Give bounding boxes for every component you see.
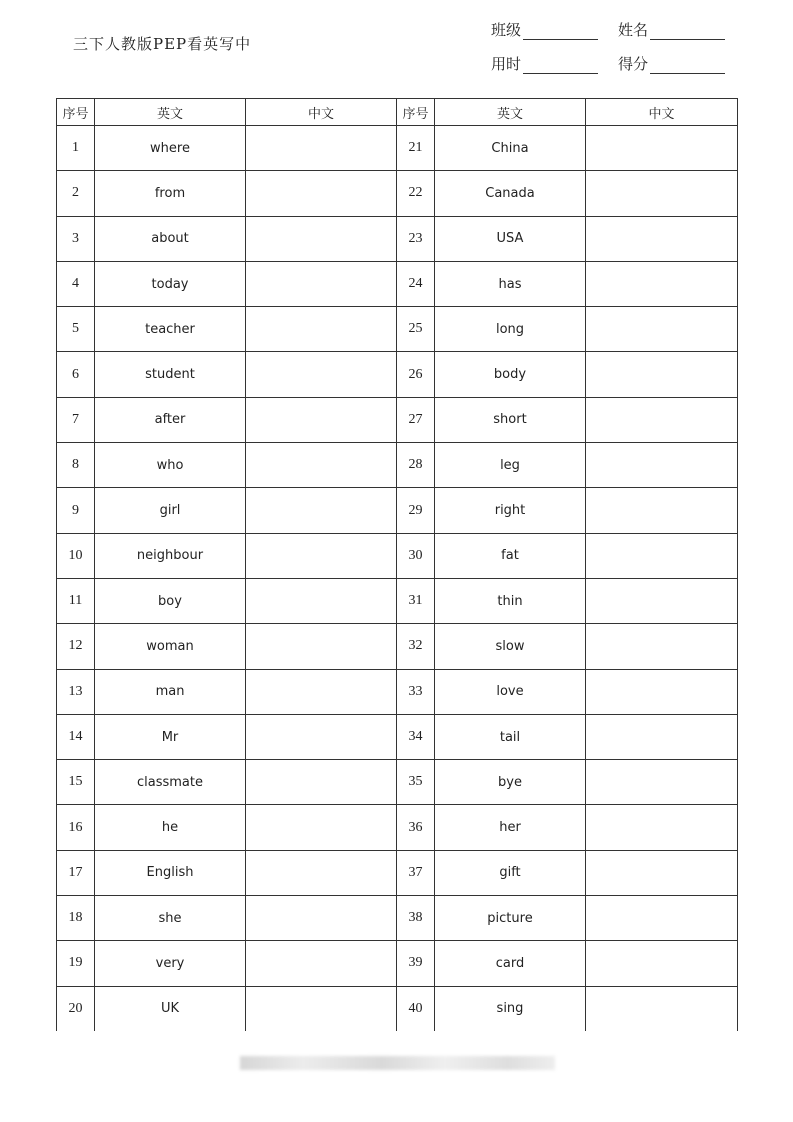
number-cell: 2 (57, 171, 95, 216)
score-field (618, 53, 725, 74)
table-header-row (57, 99, 738, 126)
chinese-answer-cell[interactable] (246, 307, 397, 352)
table-row (57, 941, 738, 986)
chinese-answer-cell[interactable] (586, 669, 738, 714)
chinese-answer-cell[interactable] (586, 307, 738, 352)
english-word-cell: right (435, 488, 586, 533)
class-field (491, 19, 598, 40)
header-chinese-right: 中文 (586, 99, 738, 126)
number-cell: 40 (397, 986, 435, 1031)
english-word-cell: where (95, 126, 246, 171)
english-word-cell: about (95, 216, 246, 261)
score-label: 得分 (618, 55, 649, 73)
chinese-answer-cell[interactable] (246, 896, 397, 941)
english-word-cell: from (95, 171, 246, 216)
english-word-cell: her (435, 805, 586, 850)
english-word-cell: love (435, 669, 586, 714)
vocab-table-body (57, 126, 738, 1031)
number-cell: 6 (57, 352, 95, 397)
number-cell: 24 (397, 261, 435, 306)
number-cell: 15 (57, 760, 95, 805)
vocab-table (56, 98, 738, 1031)
chinese-answer-cell[interactable] (246, 171, 397, 216)
english-word-cell: she (95, 896, 246, 941)
english-word-cell: sing (435, 986, 586, 1031)
english-word-cell: fat (435, 533, 586, 578)
chinese-answer-cell[interactable] (246, 850, 397, 895)
english-word-cell: card (435, 941, 586, 986)
english-word-cell: who (95, 443, 246, 488)
chinese-answer-cell[interactable] (586, 443, 738, 488)
worksheet-title: 三下人教版PEP看英写中 (73, 35, 252, 53)
chinese-answer-cell[interactable] (246, 488, 397, 533)
english-word-cell: slow (435, 624, 586, 669)
number-cell: 34 (397, 714, 435, 759)
chinese-answer-cell[interactable] (586, 533, 738, 578)
number-cell: 11 (57, 578, 95, 623)
english-word-cell: English (95, 850, 246, 895)
chinese-answer-cell[interactable] (586, 488, 738, 533)
english-word-cell: very (95, 941, 246, 986)
english-word-cell: thin (435, 578, 586, 623)
header-english-left: 英文 (95, 99, 246, 126)
table-row (57, 126, 738, 171)
number-cell: 32 (397, 624, 435, 669)
time-label: 用时 (491, 55, 522, 73)
header-chinese-left: 中文 (246, 99, 397, 126)
chinese-answer-cell[interactable] (246, 986, 397, 1031)
table-row (57, 488, 738, 533)
chinese-answer-cell[interactable] (246, 624, 397, 669)
english-word-cell: student (95, 352, 246, 397)
english-word-cell: girl (95, 488, 246, 533)
chinese-answer-cell[interactable] (246, 352, 397, 397)
number-cell: 21 (397, 126, 435, 171)
number-cell: 26 (397, 352, 435, 397)
table-row (57, 352, 738, 397)
chinese-answer-cell[interactable] (586, 896, 738, 941)
table-row (57, 850, 738, 895)
number-cell: 18 (57, 896, 95, 941)
table-row (57, 261, 738, 306)
english-word-cell: teacher (95, 307, 246, 352)
score-blank[interactable] (650, 59, 725, 74)
english-word-cell: has (435, 261, 586, 306)
chinese-answer-cell[interactable] (586, 986, 738, 1031)
table-row (57, 986, 738, 1031)
number-cell: 8 (57, 443, 95, 488)
chinese-answer-cell[interactable] (586, 941, 738, 986)
number-cell: 30 (397, 533, 435, 578)
english-word-cell: body (435, 352, 586, 397)
chinese-answer-cell[interactable] (246, 714, 397, 759)
english-word-cell: Canada (435, 171, 586, 216)
header-number-left: 序号 (57, 99, 95, 126)
class-label: 班级 (491, 21, 522, 39)
chinese-answer-cell[interactable] (586, 261, 738, 306)
chinese-answer-cell[interactable] (586, 714, 738, 759)
class-blank[interactable] (523, 25, 598, 40)
chinese-answer-cell[interactable] (586, 352, 738, 397)
chinese-answer-cell[interactable] (586, 624, 738, 669)
english-word-cell: USA (435, 216, 586, 261)
number-cell: 37 (397, 850, 435, 895)
english-word-cell: Mr (95, 714, 246, 759)
chinese-answer-cell[interactable] (246, 578, 397, 623)
number-cell: 3 (57, 216, 95, 261)
number-cell: 5 (57, 307, 95, 352)
header-english-right: 英文 (435, 99, 586, 126)
chinese-answer-cell[interactable] (246, 443, 397, 488)
header-number-right: 序号 (397, 99, 435, 126)
chinese-answer-cell[interactable] (586, 805, 738, 850)
table-row (57, 307, 738, 352)
number-cell: 1 (57, 126, 95, 171)
blurred-footer-watermark (240, 1056, 555, 1070)
name-label: 姓名 (618, 21, 649, 39)
english-word-cell: woman (95, 624, 246, 669)
english-word-cell: he (95, 805, 246, 850)
table-row (57, 578, 738, 623)
number-cell: 38 (397, 896, 435, 941)
english-word-cell: after (95, 397, 246, 442)
english-word-cell: UK (95, 986, 246, 1031)
chinese-answer-cell[interactable] (246, 397, 397, 442)
english-word-cell: short (435, 397, 586, 442)
number-cell: 20 (57, 986, 95, 1031)
number-cell: 13 (57, 669, 95, 714)
chinese-answer-cell[interactable] (246, 126, 397, 171)
chinese-answer-cell[interactable] (586, 850, 738, 895)
chinese-answer-cell[interactable] (246, 216, 397, 261)
chinese-answer-cell[interactable] (586, 171, 738, 216)
time-field (491, 53, 598, 74)
chinese-answer-cell[interactable] (586, 216, 738, 261)
english-word-cell: neighbour (95, 533, 246, 578)
table-row (57, 714, 738, 759)
chinese-answer-cell[interactable] (586, 760, 738, 805)
number-cell: 28 (397, 443, 435, 488)
number-cell: 4 (57, 261, 95, 306)
number-cell: 22 (397, 171, 435, 216)
chinese-answer-cell[interactable] (586, 397, 738, 442)
english-word-cell: classmate (95, 760, 246, 805)
table-row (57, 760, 738, 805)
number-cell: 29 (397, 488, 435, 533)
number-cell: 23 (397, 216, 435, 261)
chinese-answer-cell[interactable] (246, 805, 397, 850)
name-field (618, 19, 725, 40)
table-row (57, 216, 738, 261)
english-word-cell: leg (435, 443, 586, 488)
table-row (57, 896, 738, 941)
english-word-cell: bye (435, 760, 586, 805)
english-word-cell: picture (435, 896, 586, 941)
chinese-answer-cell[interactable] (586, 578, 738, 623)
english-word-cell: China (435, 126, 586, 171)
number-cell: 35 (397, 760, 435, 805)
chinese-answer-cell[interactable] (246, 261, 397, 306)
english-word-cell: boy (95, 578, 246, 623)
table-row (57, 443, 738, 488)
english-word-cell: gift (435, 850, 586, 895)
chinese-answer-cell[interactable] (586, 126, 738, 171)
table-row (57, 533, 738, 578)
time-blank[interactable] (523, 59, 598, 74)
chinese-answer-cell[interactable] (246, 760, 397, 805)
table-row (57, 805, 738, 850)
number-cell: 17 (57, 850, 95, 895)
number-cell: 19 (57, 941, 95, 986)
english-word-cell: long (435, 307, 586, 352)
table-row (57, 397, 738, 442)
number-cell: 16 (57, 805, 95, 850)
number-cell: 31 (397, 578, 435, 623)
table-row (57, 171, 738, 216)
number-cell: 33 (397, 669, 435, 714)
number-cell: 9 (57, 488, 95, 533)
number-cell: 25 (397, 307, 435, 352)
number-cell: 36 (397, 805, 435, 850)
english-word-cell: tail (435, 714, 586, 759)
number-cell: 14 (57, 714, 95, 759)
chinese-answer-cell[interactable] (246, 533, 397, 578)
number-cell: 10 (57, 533, 95, 578)
number-cell: 39 (397, 941, 435, 986)
table-row (57, 669, 738, 714)
table-row (57, 624, 738, 669)
number-cell: 27 (397, 397, 435, 442)
name-blank[interactable] (650, 25, 725, 40)
number-cell: 12 (57, 624, 95, 669)
english-word-cell: today (95, 261, 246, 306)
english-word-cell: man (95, 669, 246, 714)
number-cell: 7 (57, 397, 95, 442)
chinese-answer-cell[interactable] (246, 669, 397, 714)
chinese-answer-cell[interactable] (246, 941, 397, 986)
